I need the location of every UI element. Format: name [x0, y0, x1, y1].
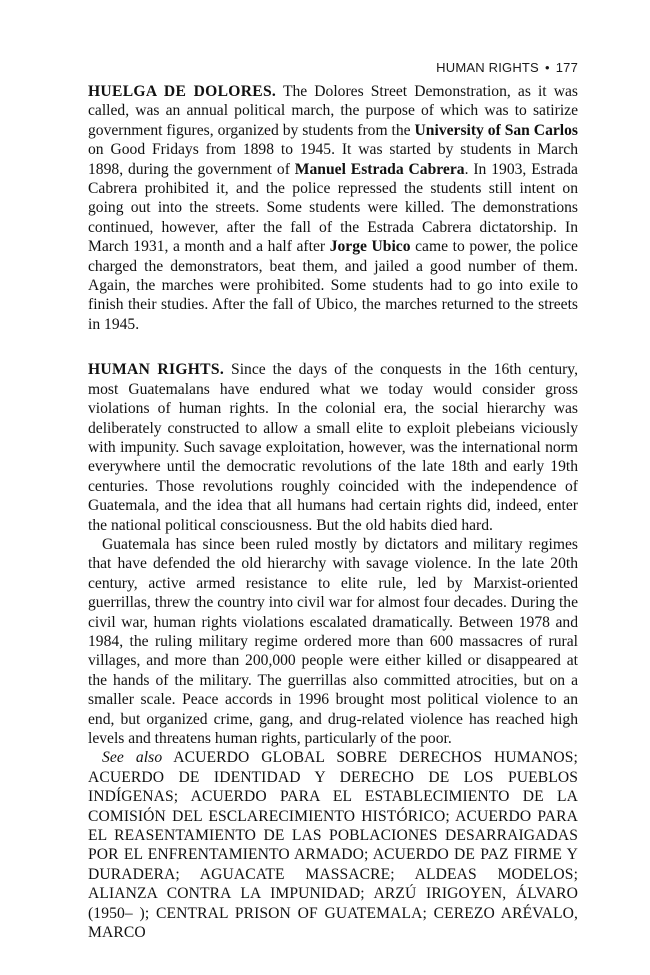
see-also-paragraph [88, 748, 578, 942]
entry-human-rights [88, 360, 578, 535]
running-head [436, 60, 578, 75]
cross-reference: Jorge Ubico [329, 238, 411, 256]
entry-headword: HUMAN RIGHTS. [88, 361, 225, 379]
entry-text: Since the days of the conquests in the 16th century, most Guatemalans have endured what we today would consider gross violations of human rights. In the colonial era, the social hierarchy was deliberately constructed to allow a small elite to exploit plebeians viciously with impunity. Such savage exploitation, however, was the international norm everywhere until the democratic revolutions of the late 18th and early 19th centuries. Those revolutions roughly coincided with the independence of Guatemala, and the idea that all humans had certain rights did, indeed, enter the national political consciousness. But the old habits died hard. [88, 361, 578, 534]
running-head-separator: • [544, 60, 550, 75]
entry-text: came to power, the police charged the demonstrators, beat them, and jailed a good number of them. Again, the marches were prohibited. Some students had to go into exile to finish their studies. After the fall of Ubico, the marches returned to the streets in 1945. [88, 238, 578, 333]
page-body [88, 82, 578, 942]
page-number: 177 [555, 60, 578, 75]
cross-reference: University of San Carlos [414, 121, 578, 139]
entry-huelga-de-dolores [88, 82, 578, 334]
entry-spacer [88, 334, 578, 360]
see-also-label: See also [102, 749, 163, 767]
cross-reference: Manuel Estrada Cabrera [294, 160, 465, 178]
entry-text: on Good Fridays from 1898 to 1945. It was started by students in March 1898, during the government of [88, 141, 578, 178]
entry-headword: HUELGA DE DOLORES. [88, 83, 277, 100]
running-head-section: HUMAN RIGHTS [436, 60, 539, 75]
entry-text: . In 1903, Estrada Cabrera prohibited it, and the police repressed the students still intent on going out into the streets. Some students were killed. The demonstrations continued, however, after the fall of the Estrada Cabrera dictatorship. In March 1931, a month and a half after [88, 160, 578, 256]
see-also-list: ACUERDO GLOBAL SOBRE DERECHOS HUMANOS; ACUERDO DE IDENTIDAD Y DERECHO DE LOS PUEBLOS INDÍGENAS; ACUERDO PARA EL ESTABLECIMIENTO DE LA COMISIÓN DEL ESCLARECIMIENTO HISTÓRICO; ACUERDO PARA EL REASENTAMIENTO DE LAS POBLACIONES DESARRAIGADAS POR EL ENFRENTAMIENTO ARMADO; ACUERDO DE PAZ FIRME Y DURADERA; AGUACATE MASSACRE; ALDEAS MODELOS; ALIANZA CONTRA LA IMPUNIDAD; ARZÚ IRIGOYEN, ÁLVARO (1950– ); CENTRAL PRISON OF GUATEMALA; CEREZO ARÉVALO, MARCO [88, 749, 578, 942]
entry-text: The Dolores Street Demonstration, as it was called, was an annual political march, the purpose of which was to satirize government figures, organized by students from the [88, 83, 578, 139]
entry-paragraph: Guatemala has since been ruled mostly by dictators and military regimes that have defended the old hierarchy with savage violence. In the late 20th century, active armed resistance to elite rule, led by Marxist-oriented guerrillas, threw the country into civil war for almost four decades. During the civil war, human rights violations escalated dramatically. Between 1978 and 1984, the ruling military regime ordered more than 600 massacres of rural villages, and more than 200,000 people were either killed or disappeared at the hands of the military. The guerrillas also committed atrocities, but on a smaller scale. Peace accords in 1996 brought most political violence to an end, but organized crime, gang, and drug-related violence has reached high levels and threatens human rights, particularly of the poor. [88, 535, 578, 747]
